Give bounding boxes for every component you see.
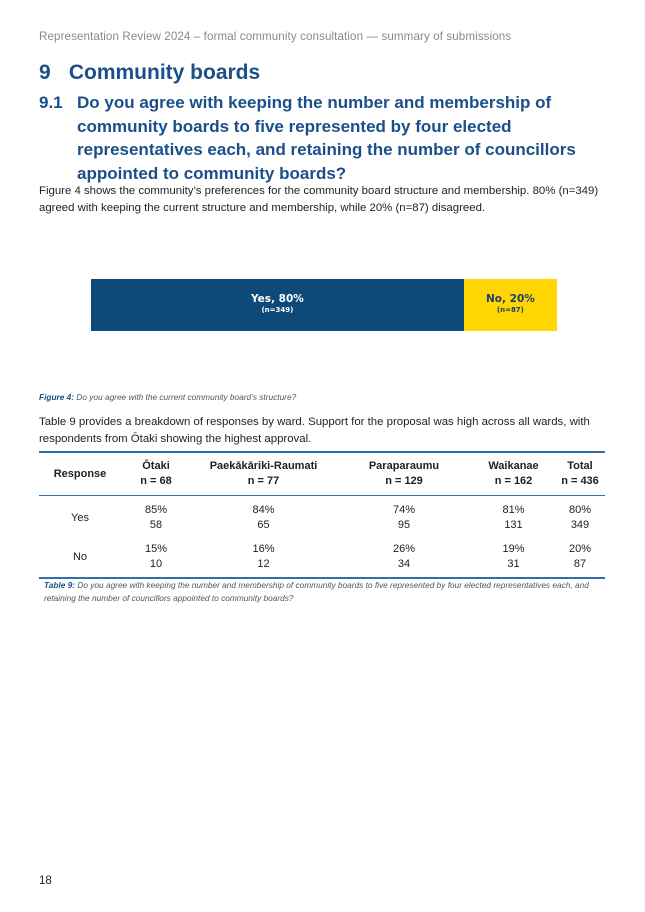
table-header-row [39, 452, 605, 496]
header-waikanae: Waikanae n = 162 [472, 452, 555, 496]
table-cell: 15% 10 [144, 543, 168, 570]
ward-breakdown-table [39, 451, 605, 579]
figure-caption-text: Do you agree with the current community board’s structure? [76, 392, 297, 402]
table-caption [44, 579, 599, 604]
table-caption-text: Do you agree with keeping the number and membership of community boards to five represented by four elected representatives each, and retaining the number of councillors appointed to community boards? [44, 580, 589, 603]
subsection-number: 9.1 [39, 93, 63, 112]
bar-label-yes: Yes, 80% [251, 293, 304, 305]
bar-n-label-yes: (n=349) [261, 306, 294, 314]
header-otaki: Ōtaki n = 68 [121, 452, 191, 496]
figure-caption [39, 392, 296, 402]
table-cell: 84% 65 [252, 504, 275, 531]
bar-segment-no [464, 279, 557, 331]
table-cell: 20% 87 [568, 543, 592, 570]
table-intro-paragraph: Table 9 provides a breakdown of responses by ward. Support for the proposal was high across all wards, with respondents from Ōtaki showing the highest approval. [39, 416, 590, 445]
bar-label-no: No, 20% [486, 293, 535, 305]
subsection-question: Do you agree with keeping the number and membership of community boards to five represented by four elected representatives each, and retaining the number of councillors appointed to community boards? [77, 93, 576, 183]
table-cell: 85% 58 [144, 504, 168, 531]
subsection-heading [39, 91, 599, 185]
figure-caption-label: Figure 4: [39, 392, 75, 402]
row-label-yes: Yes [71, 511, 89, 524]
table-row [39, 496, 605, 538]
figure-4-chart [91, 279, 557, 331]
row-label-no: No [72, 550, 88, 563]
table-cell: 26% 34 [392, 543, 416, 570]
section-number: 9 [39, 61, 51, 84]
bar-segment-yes [91, 279, 464, 331]
running-header: Representation Review 2024 – formal community consultation — summary of submissions [39, 30, 512, 43]
table-cell: 81% 131 [502, 504, 525, 531]
header-response: Response [39, 452, 121, 496]
table-cell: 16% 12 [252, 543, 275, 570]
table-cell: 74% 95 [392, 504, 416, 531]
header-paraparaumu: Paraparaumu n = 129 [336, 452, 472, 496]
table-row [39, 537, 605, 578]
header-total: Total n = 436 [555, 452, 605, 496]
page-number: 18 [39, 875, 52, 887]
section-title: Community boards [68, 61, 261, 84]
table-cell: 80% 349 [568, 504, 592, 531]
header-paekakariki-raumati: Paekākāriki-Raumati n = 77 [191, 452, 336, 496]
bar-n-label-no: (n=87) [496, 306, 524, 314]
table-cell: 19% 31 [502, 543, 525, 570]
intro-paragraph: Figure 4 shows the community’s preferences for the community board structure and membership. 80% (n=349) agreed with keeping the current structure and membership, while 20% (n=87) disagreed. [39, 185, 599, 214]
table-caption-label: Table 9: [44, 580, 76, 590]
section-heading [39, 61, 260, 85]
